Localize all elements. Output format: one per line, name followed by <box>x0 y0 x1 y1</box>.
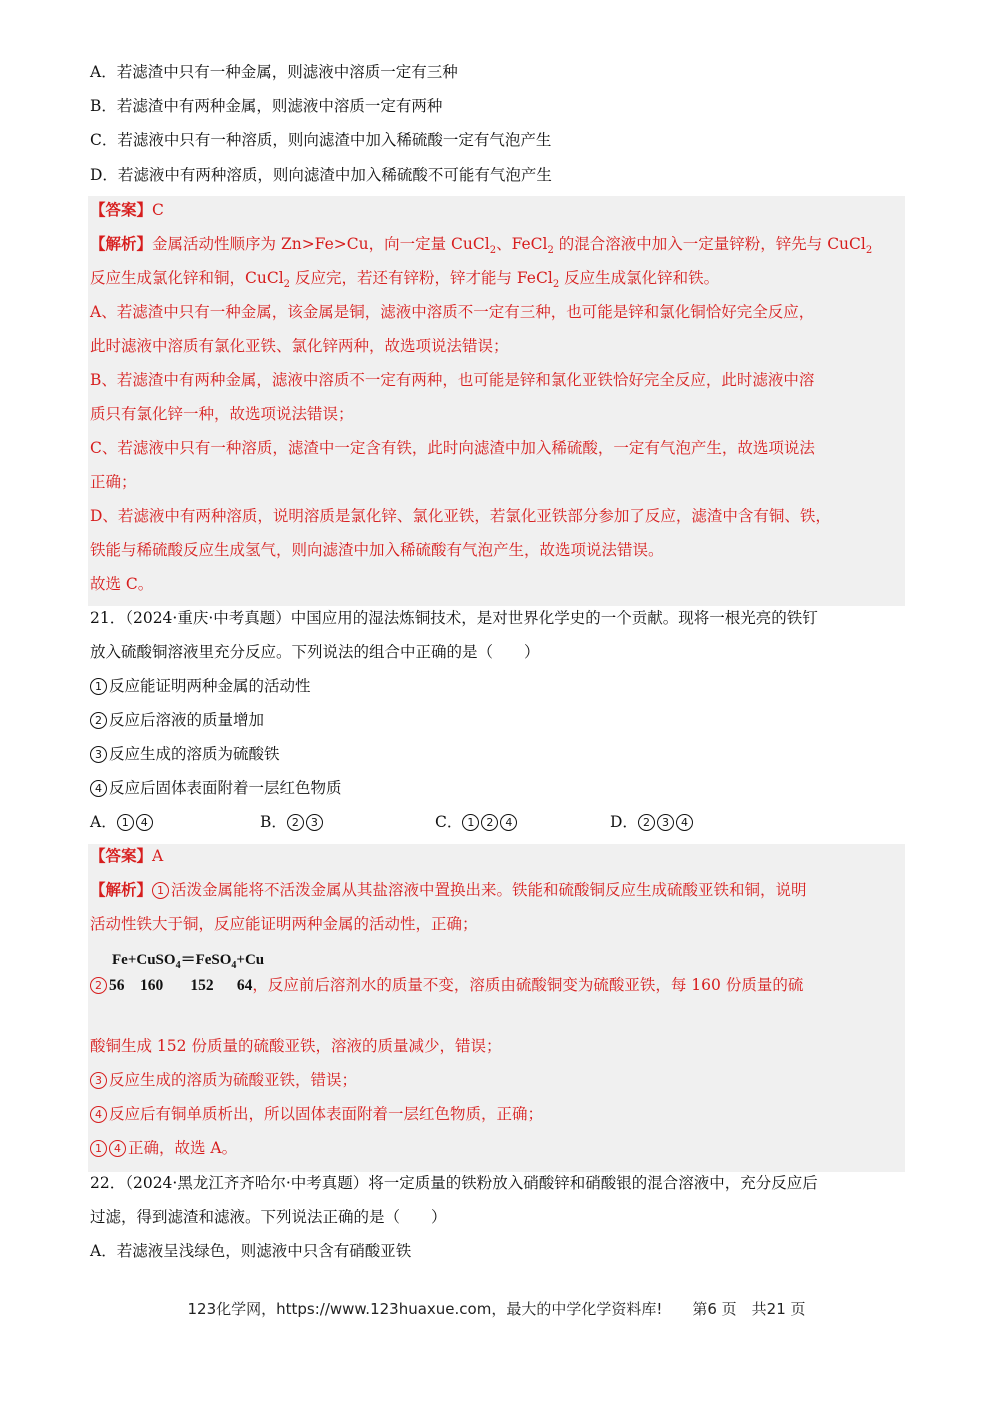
q21-option-a: A． 1 4 <box>90 811 260 833</box>
q20-analysis-line: A、若滤渣中只有一种金属，该金属是铜，滤液中溶质不一定有三种，也可能是锌和氯化铜恰好完全反应， <box>90 303 815 321</box>
q21-option-b: B． 2 3 <box>260 811 435 833</box>
q21-conclusion: 1 4 正确，故选 A。 <box>90 1137 237 1159</box>
q21-item: 3 反应生成的溶质为硫酸铁 <box>90 743 280 765</box>
q20-option-b: B．若滤渣中有两种金属，则滤液中溶质一定有两种 <box>90 97 443 115</box>
q21-item: 1 反应能证明两种金属的活动性 <box>90 675 311 697</box>
q20-answer <box>90 199 164 221</box>
q21-analysis-5: 3 反应生成的溶质为硫酸亚铁，错误； <box>90 1069 357 1091</box>
q20-option-d: D．若滤液中有两种溶质，则向滤渣中加入稀硫酸不可能有气泡产生 <box>90 166 552 184</box>
q21-analysis-1: 【解析】 1 活泼金属能将不活泼金属从其盐溶液中置换出来。铁能和硫酸铜反应生成硫酸亚铁和铜，说明 <box>90 880 807 899</box>
q20-conclusion: 故选 C。 <box>90 575 154 593</box>
q21-analysis-3: 2 56 160 152 64，反应前后溶剂水的质量不变，溶质由硫酸铜变为硫酸亚铁，每 160 份质量的硫 <box>90 974 803 997</box>
q20-option-c: C．若滤液中只有一种溶质，则向滤渣中加入稀硫酸一定有气泡产生 <box>90 131 552 149</box>
q20-analysis-intro: 【解析】金属活动性顺序为 Zn>Fe>Cu，向一定量 CuCl$_2$、FeCl$_2$ 的混合溶液中加入一定量锌粉，锌先与 CuCl$_2$ <box>90 234 873 257</box>
q20-analysis-intro-2: 反应生成氯化锌和铜，CuCl$_2$ 反应完，若还有锌粉，锌才能与 FeCl$_2$ 反应生成氯化锌和铁。 <box>90 269 720 291</box>
q22-option-a: A．若滤液呈浅绿色，则滤液中只含有硝酸亚铁 <box>90 1242 412 1260</box>
q20-analysis-line: C、若滤液中只有一种溶质，滤渣中一定含有铁，此时向滤渣中加入稀硫酸，一定有气泡产生，故选项说法 <box>90 439 815 457</box>
q20-analysis-line: 质只有氯化锌一种，故选项说法错误； <box>90 405 354 423</box>
q21-stem-2: 放入硫酸铜溶液里充分反应。下列说法的组合中正确的是（ ） <box>90 643 540 661</box>
q21-options <box>90 811 695 833</box>
mass-ratios: 56 160 152 64 <box>109 977 253 994</box>
answer-tag: 【答案】 <box>90 200 153 219</box>
q22-stem-1: 22．（2024·黑龙江齐齐哈尔·中考真题）将一定质量的铁粉放入硝酸锌和硝酸银的混合溶液中，充分反应后 <box>90 1174 818 1192</box>
analysis-tag: 【解析】 <box>90 234 153 253</box>
page-footer: 123化学网，https://www.123huaxue.com，最大的中学化学资料库! 第6 页 共21 页 <box>187 1300 806 1318</box>
q21-answer: 【答案】A <box>90 846 164 865</box>
q21-item: 4 反应后固体表面附着一层红色物质 <box>90 777 342 799</box>
q21-option-c: C． 1 2 4 <box>435 811 610 833</box>
q21-option-d: D． 2 3 4 <box>610 811 695 833</box>
q21-item: 2 反应后溶液的质量增加 <box>90 709 264 731</box>
circled-number: 3 <box>90 746 107 763</box>
q20-analysis-line: 正确； <box>90 473 137 491</box>
q20-analysis-line: 铁能与稀硫酸反应生成氢气，则向滤渣中加入稀硫酸有气泡产生，故选项说法错误。 <box>90 541 664 559</box>
q20-analysis-line: 此时滤液中溶质有氯化亚铁、氯化锌两种，故选项说法错误； <box>90 337 509 355</box>
q20-analysis-line: B、若滤渣中有两种金属，滤液中溶质不一定有两种，也可能是锌和氯化亚铁恰好完全反应，此时滤液中溶 <box>90 371 815 389</box>
q21-analysis-6: 4 反应后有铜单质析出，所以固体表面附着一层红色物质，正确； <box>90 1103 543 1125</box>
q21-analysis-2: 活动性铁大于铜，反应能证明两种金属的活动性，正确； <box>90 915 478 933</box>
q22-stem-2: 过滤，得到滤渣和滤液。下列说法正确的是（ ） <box>90 1208 447 1226</box>
q21-stem-1: 21．（2024·重庆·中考真题）中国应用的湿法炼铜技术，是对世界化学史的一个贡献。现将一根光亮的铁钉 <box>90 609 818 627</box>
circled-number: 1 <box>90 678 107 695</box>
reaction-equation: Fe+CuSO$_4$＝FeSO$_4$+Cu <box>112 952 265 971</box>
q21-analysis-4: 酸铜生成 152 份质量的硫酸亚铁，溶液的质量减少，错误； <box>90 1037 502 1055</box>
q20-analysis-line: D、若滤液中有两种溶质，说明溶质是氯化锌、氯化亚铁，若氯化亚铁部分参加了反应，滤渣中含有铜、铁， <box>90 507 831 525</box>
circled-number: 4 <box>90 780 107 797</box>
circled-number: 2 <box>90 712 107 729</box>
q20-option-a: A．若滤渣中只有一种金属，则滤液中溶质一定有三种 <box>90 63 458 81</box>
answer-value: C <box>152 201 164 219</box>
